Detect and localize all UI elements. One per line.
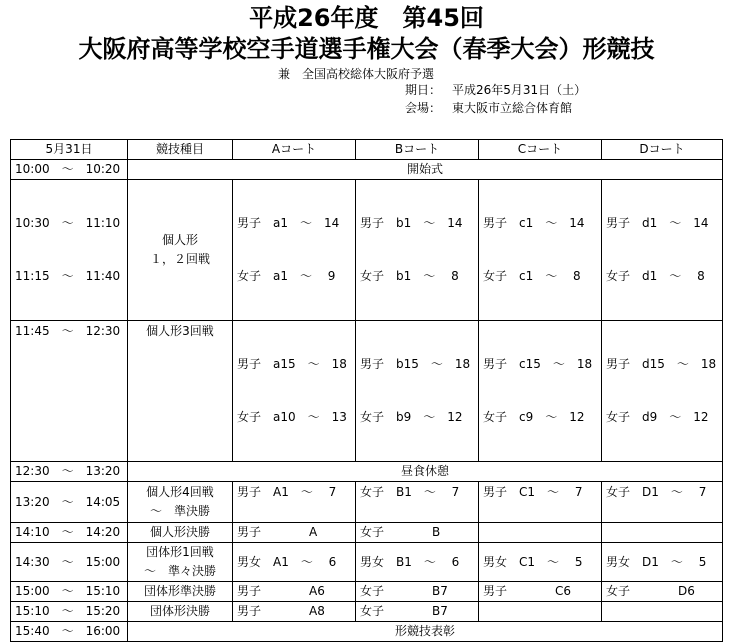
event-line: 個人形4回戦 bbox=[146, 485, 214, 499]
court-b-cell: 女子 B bbox=[356, 523, 479, 543]
awards-ceremony: 形競技表彰 bbox=[128, 622, 723, 642]
court-a-cell bbox=[233, 321, 356, 462]
court-d-cell bbox=[602, 523, 723, 543]
time-line: 11:15 ～ 11:40 bbox=[15, 269, 121, 283]
court-b-cell: 女子 B7 bbox=[356, 602, 479, 622]
table-row bbox=[11, 160, 723, 180]
table-row bbox=[11, 462, 723, 482]
match-line: 男子 d15 ～ 18 bbox=[606, 357, 717, 371]
court-d-cell bbox=[602, 321, 723, 462]
court-a-cell: 男子 A6 bbox=[233, 582, 356, 602]
match-line: 女子 a10 ～ 13 bbox=[237, 410, 347, 424]
page-title: 平成26年度 第45回 bbox=[249, 4, 484, 32]
event-cell bbox=[128, 482, 233, 523]
court-b-cell: 男女 B1 ～ 6 bbox=[356, 543, 479, 582]
time-cell: 10:00 ～ 10:20 bbox=[11, 160, 128, 180]
table-row bbox=[11, 523, 723, 543]
match-line: 男子 c1 ～ 14 bbox=[483, 216, 585, 230]
venue-label: 会場： bbox=[405, 101, 442, 115]
court-a-cell: 男子 A8 bbox=[233, 602, 356, 622]
court-a-cell bbox=[233, 180, 356, 321]
header-event: 競技種目 bbox=[128, 140, 233, 160]
table-row bbox=[11, 482, 723, 523]
table-row bbox=[11, 543, 723, 582]
header-court-d: Dコート bbox=[602, 140, 723, 160]
time-cell: 14:30 ～ 15:00 bbox=[11, 543, 128, 582]
court-a-cell: 男子 A1 ～ 7 bbox=[233, 482, 356, 523]
event-cell bbox=[128, 180, 233, 321]
time-line: 10:30 ～ 11:10 bbox=[15, 216, 121, 230]
court-c-cell bbox=[479, 523, 602, 543]
header-court-b: Bコート bbox=[356, 140, 479, 160]
court-c-cell bbox=[479, 321, 602, 462]
event-line: ～ 準々決勝 bbox=[143, 564, 216, 578]
event-cell: 個人形3回戦 bbox=[128, 321, 233, 462]
schedule-table bbox=[10, 139, 723, 642]
match-line: 女子 a1 ～ 9 bbox=[237, 269, 336, 283]
event-line: 個人形 bbox=[161, 233, 198, 247]
header-court-c: Cコート bbox=[479, 140, 602, 160]
court-a-cell: 男女 A1 ～ 6 bbox=[233, 543, 356, 582]
date-label: 期日： bbox=[405, 83, 442, 97]
match-line: 男子 d1 ～ 14 bbox=[606, 216, 709, 230]
time-cell: 11:45 ～ 12:30 bbox=[11, 321, 128, 462]
match-line: 男子 b15 ～ 18 bbox=[360, 357, 471, 371]
table-row bbox=[11, 180, 723, 321]
qualifier-note: 兼 全国高校総体大阪府予選 bbox=[278, 67, 435, 81]
match-line: 女子 d1 ～ 8 bbox=[606, 269, 705, 283]
header-court-a: Aコート bbox=[233, 140, 356, 160]
opening-ceremony: 開始式 bbox=[128, 160, 723, 180]
time-cell: 15:10 ～ 15:20 bbox=[11, 602, 128, 622]
header-row bbox=[11, 140, 723, 160]
table-row bbox=[11, 582, 723, 602]
court-b-cell: 女子 B1 ～ 7 bbox=[356, 482, 479, 523]
time-cell: 13:20 ～ 14:05 bbox=[11, 482, 128, 523]
time-cell bbox=[11, 180, 128, 321]
time-cell: 15:00 ～ 15:10 bbox=[11, 582, 128, 602]
time-cell: 12:30 ～ 13:20 bbox=[11, 462, 128, 482]
court-b-cell: 女子 B7 bbox=[356, 582, 479, 602]
match-line: 男子 b1 ～ 14 bbox=[360, 216, 463, 230]
court-c-cell bbox=[479, 602, 602, 622]
table-row bbox=[11, 321, 723, 462]
match-line: 女子 d9 ～ 12 bbox=[606, 410, 709, 424]
tournament-name: 大阪府高等学校空手道選手権大会（春季大会）形競技 bbox=[78, 35, 655, 63]
match-line: 男子 c15 ～ 18 bbox=[483, 357, 593, 371]
court-d-cell: 女子 D6 bbox=[602, 582, 723, 602]
court-a-cell: 男子 A bbox=[233, 523, 356, 543]
event-cell: 団体形準決勝 bbox=[128, 582, 233, 602]
court-d-cell: 女子 D1 ～ 7 bbox=[602, 482, 723, 523]
court-b-cell bbox=[356, 321, 479, 462]
match-line: 男子 a1 ～ 14 bbox=[237, 216, 340, 230]
table-row bbox=[11, 602, 723, 622]
event-line: 団体形1回戦 bbox=[146, 545, 214, 559]
time-cell: 14:10 ～ 14:20 bbox=[11, 523, 128, 543]
court-d-cell: 男女 D1 ～ 5 bbox=[602, 543, 723, 582]
court-d-cell bbox=[602, 602, 723, 622]
match-line: 男子 a15 ～ 18 bbox=[237, 357, 347, 371]
court-b-cell bbox=[356, 180, 479, 321]
venue-value: 東大阪市立総合体育館 bbox=[452, 101, 573, 115]
match-line: 女子 c9 ～ 12 bbox=[483, 410, 585, 424]
court-c-cell: 男子 C1 ～ 7 bbox=[479, 482, 602, 523]
event-line: ～ 準決勝 bbox=[149, 504, 210, 518]
table-row bbox=[11, 622, 723, 642]
event-cell: 個人形決勝 bbox=[128, 523, 233, 543]
event-cell bbox=[128, 543, 233, 582]
court-c-cell bbox=[479, 180, 602, 321]
court-c-cell: 男女 C1 ～ 5 bbox=[479, 543, 602, 582]
match-line: 女子 b1 ～ 8 bbox=[360, 269, 459, 283]
match-line: 女子 c1 ～ 8 bbox=[483, 269, 581, 283]
time-cell: 15:40 ～ 16:00 bbox=[11, 622, 128, 642]
event-line: １，２回戦 bbox=[149, 252, 210, 266]
match-line: 女子 b9 ～ 12 bbox=[360, 410, 463, 424]
event-cell: 団体形決勝 bbox=[128, 602, 233, 622]
court-c-cell: 男子 C6 bbox=[479, 582, 602, 602]
court-d-cell bbox=[602, 180, 723, 321]
header-date: 5月31日 bbox=[11, 140, 128, 160]
date-value: 平成26年5月31日（土） bbox=[452, 83, 587, 97]
lunch-break: 昼食休憩 bbox=[128, 462, 723, 482]
